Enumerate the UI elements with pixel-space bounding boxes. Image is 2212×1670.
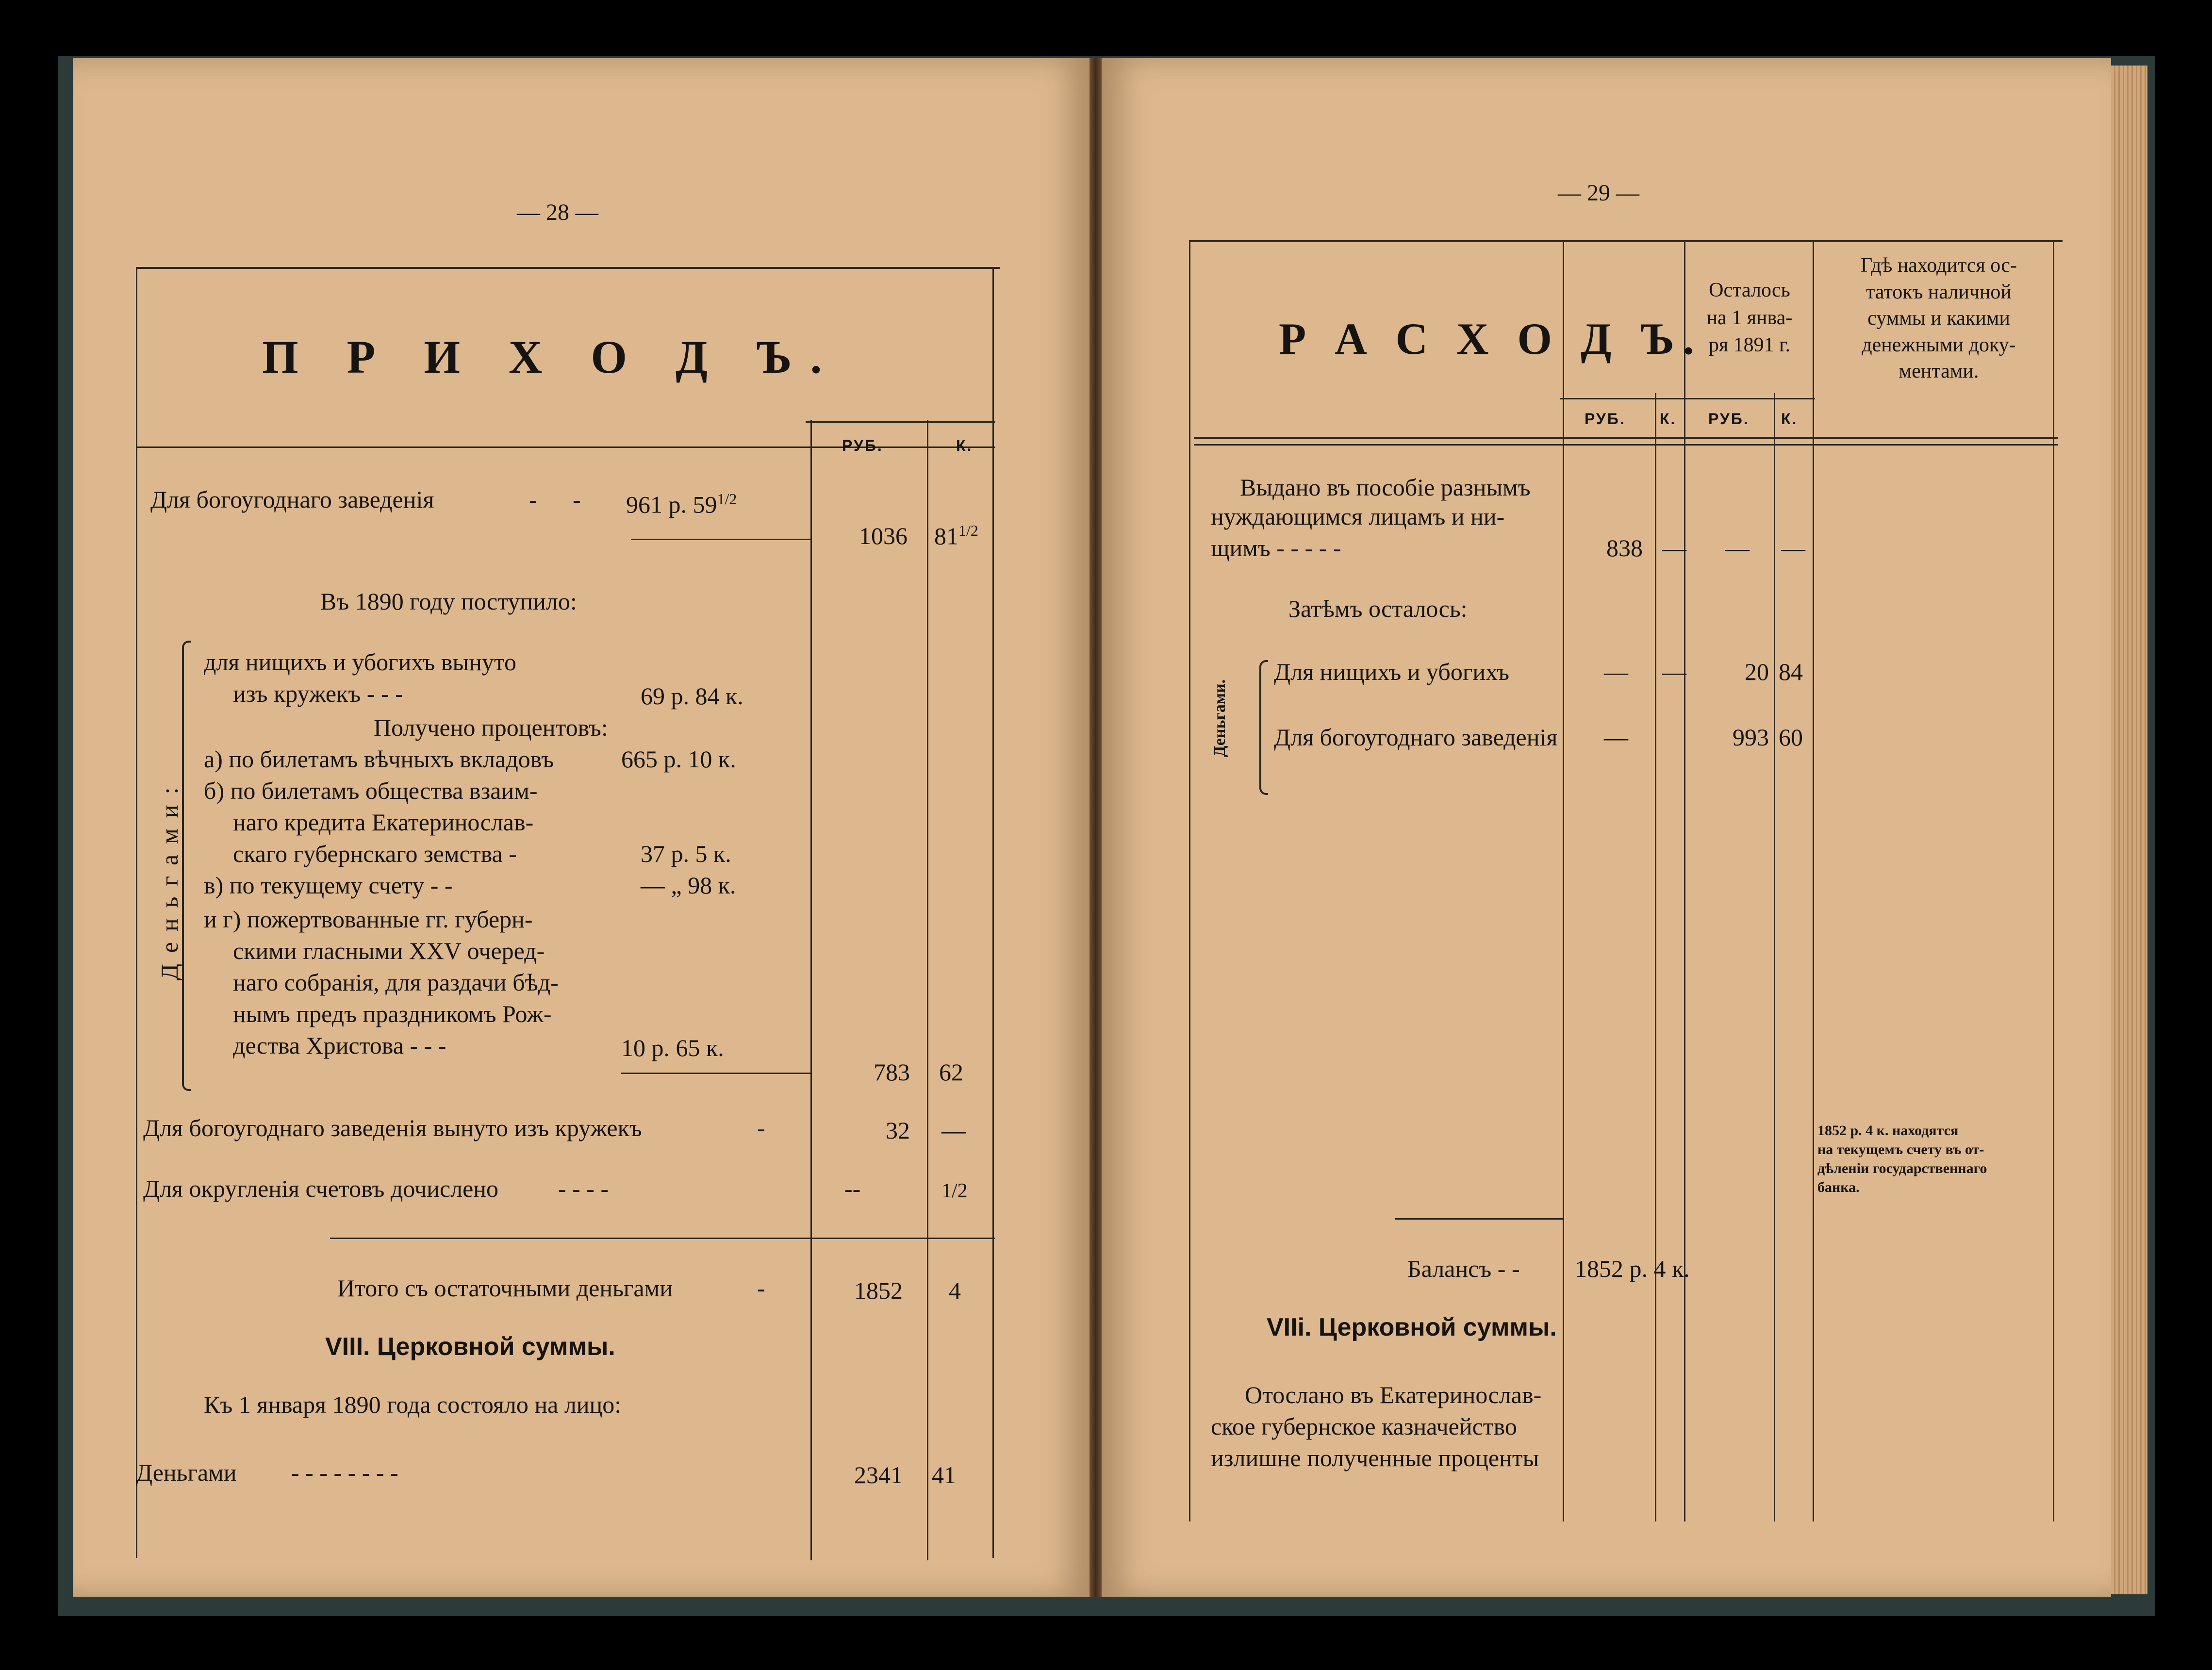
page-edges — [2111, 66, 2147, 1594]
rule — [1684, 240, 1685, 1521]
rule — [136, 267, 137, 1558]
rem-rub: 20 — [1745, 658, 1769, 685]
amount: 961 р. $59^{1/2}$ — [626, 490, 737, 518]
row-label: Для нищихъ и убогихъ — [1274, 658, 1510, 685]
rule — [1560, 398, 1815, 399]
total-rub: 1852 — [854, 1277, 903, 1304]
total-label: Итого съ остаточными деньгами — [337, 1274, 673, 1302]
left-page — [73, 58, 1089, 1597]
dash: - - - - — [558, 1175, 609, 1202]
page-number-left: — 28 — — [517, 199, 598, 225]
rule — [1194, 444, 2058, 446]
rule — [1189, 240, 1190, 1521]
text-line: изъ кружекъ - - - — [233, 680, 403, 707]
page-title-right: Р А С Х О Д Ъ. — [1279, 314, 1703, 364]
rule — [2053, 240, 2054, 1521]
text-line: для нищихъ и убогихъ вынуто — [204, 648, 517, 676]
col-kop-header: К. — [1781, 410, 1798, 428]
col-rub-header: РУБ. — [1708, 410, 1750, 428]
section-heading: VIIi. Церковной суммы. — [1267, 1313, 1557, 1341]
text-line: а) по билетамъ вѣчныхъ вкладовъ — [204, 745, 554, 773]
total-kop: 62 — [939, 1058, 963, 1086]
gutter — [1089, 58, 1102, 1597]
col-remaining-header: Осталось на 1 янва- ря 1891 г. — [1706, 279, 1793, 357]
rule — [806, 421, 995, 423]
amount-rub: 32 — [886, 1117, 910, 1144]
dash: - — [757, 1114, 765, 1141]
amount-kop: — — [941, 1117, 966, 1144]
section-heading: VIII. Церковной суммы. — [325, 1333, 615, 1361]
text-line: скими гласными XXV очеред- — [233, 937, 545, 964]
amount-kop: 41 — [932, 1461, 956, 1488]
rem-kop: — — [1781, 534, 1805, 562]
col-kop-header: К. — [1660, 410, 1677, 428]
row-label: Деньгами — [136, 1459, 237, 1486]
rule — [621, 1073, 810, 1074]
row-label: Для богоугоднаго заведенія — [150, 486, 434, 513]
col-location-header: Гдѣ находится ос- татокъ наличной суммы и какими денежными доку- ментами. — [1861, 254, 2017, 383]
rule — [1655, 393, 1656, 1521]
amount: 10 р. 65 к. — [621, 1034, 724, 1061]
amount: 37 р. 5 к. — [641, 840, 731, 867]
rem-kop: 60 — [1779, 724, 1803, 751]
amount: — „ 98 к. — [641, 872, 736, 899]
total-kop: 4 — [949, 1277, 961, 1304]
amount-rub: — — [1604, 658, 1628, 685]
amount-kop: — — [1662, 534, 1686, 562]
row-label: Для богоугоднаго заведенія — [1274, 724, 1558, 751]
amount: 665 р. 10 к. — [621, 745, 736, 773]
section-subheading: Къ 1 января 1890 года состояло на лицо: — [204, 1391, 622, 1418]
rule — [1774, 393, 1775, 1521]
total-rub: 1036 — [859, 522, 908, 549]
page-number-right: — 29 — — [1558, 180, 1639, 206]
rem-kop: 84 — [1779, 658, 1803, 685]
text-line: скаго губернскаго земства - — [233, 840, 517, 867]
page-title-left: П Р И Х О Д Ъ. — [262, 331, 841, 383]
text-line: нымъ предъ праздникомъ Рож- — [233, 1000, 552, 1027]
rule — [1194, 437, 2058, 439]
right-page — [1102, 58, 2111, 1597]
rule — [136, 267, 1000, 269]
rule — [330, 1238, 995, 1239]
dash: - — [757, 1274, 765, 1302]
rem-rub: — — [1725, 534, 1750, 562]
text-line: Отослано въ Екатеринослав- — [1245, 1381, 1542, 1408]
section-subheading: Затѣмъ осталось: — [1288, 595, 1468, 622]
amount-rub: 838 — [1606, 534, 1643, 562]
row-label: Для богоугоднаго заведенія вынуто изъ кружекъ — [143, 1114, 642, 1141]
row-label: Для округленія счетовъ дочислено — [143, 1175, 499, 1202]
text-line: ское губернское казначейство — [1211, 1413, 1517, 1440]
rem-rub: 993 — [1733, 724, 1769, 751]
amount-rub: — — [1604, 724, 1628, 751]
text-line: нуждающимся лицамъ и ни- — [1211, 503, 1505, 530]
amount: 69 р. 84 к. — [641, 682, 743, 710]
text-line: в) по текущему счету - - — [204, 872, 453, 899]
rule — [1189, 240, 2063, 242]
rule — [1395, 1218, 1563, 1220]
dash: - — [573, 486, 581, 513]
text-line: б) по билетамъ общества взаим- — [204, 777, 538, 804]
text-line: дества Христова - - - — [233, 1032, 446, 1059]
section-subheading: Въ 1890 году поступило: — [320, 588, 577, 615]
rule — [1813, 240, 1814, 1521]
col-rub-header: РУБ. — [842, 437, 883, 454]
amount-kop: — — [1662, 658, 1686, 685]
brace — [1259, 660, 1268, 795]
rule — [631, 539, 810, 540]
amount-rub: 2341 — [854, 1461, 903, 1488]
text-line: наго собранія, для раздачи бѣд- — [233, 969, 559, 996]
text-line: и г) пожертвованные гг. губерн- — [204, 906, 533, 933]
balance-label: Балансъ - - — [1407, 1255, 1520, 1282]
text-line: Выдано въ пособіе разнымъ — [1240, 474, 1531, 501]
total-kop: $81^{1/2}$ — [934, 522, 978, 550]
text-line: Получено процентовъ: — [374, 714, 608, 741]
side-label: Деньгами: — [156, 777, 183, 980]
col-rub-header: РУБ. — [1585, 410, 1626, 428]
text-line: наго кредита Екатеринослав- — [233, 809, 534, 836]
balance-amount: 1852 р. 4 к. — [1575, 1255, 1690, 1282]
col-kop-header: К. — [956, 437, 973, 454]
dash: - — [529, 486, 537, 513]
dash: - - - - - - - - — [291, 1459, 398, 1486]
rule — [1563, 240, 1564, 1521]
location-note: 1852 р. 4 к. находятся на текущемъ счету въ от- дѣленіи государственнаго банка. — [1817, 1123, 1987, 1195]
rule — [810, 420, 812, 1560]
text-line: щимъ - - - - - — [1211, 534, 1341, 562]
text-line: излишне полученные проценты — [1211, 1444, 1539, 1472]
total-rub: 783 — [874, 1058, 910, 1086]
rule — [992, 267, 994, 1558]
side-label: Деньгами. — [1211, 679, 1229, 757]
rule — [927, 420, 928, 1560]
amount-rub: -- — [844, 1175, 861, 1202]
amount-kop: 1/2 — [941, 1180, 968, 1202]
